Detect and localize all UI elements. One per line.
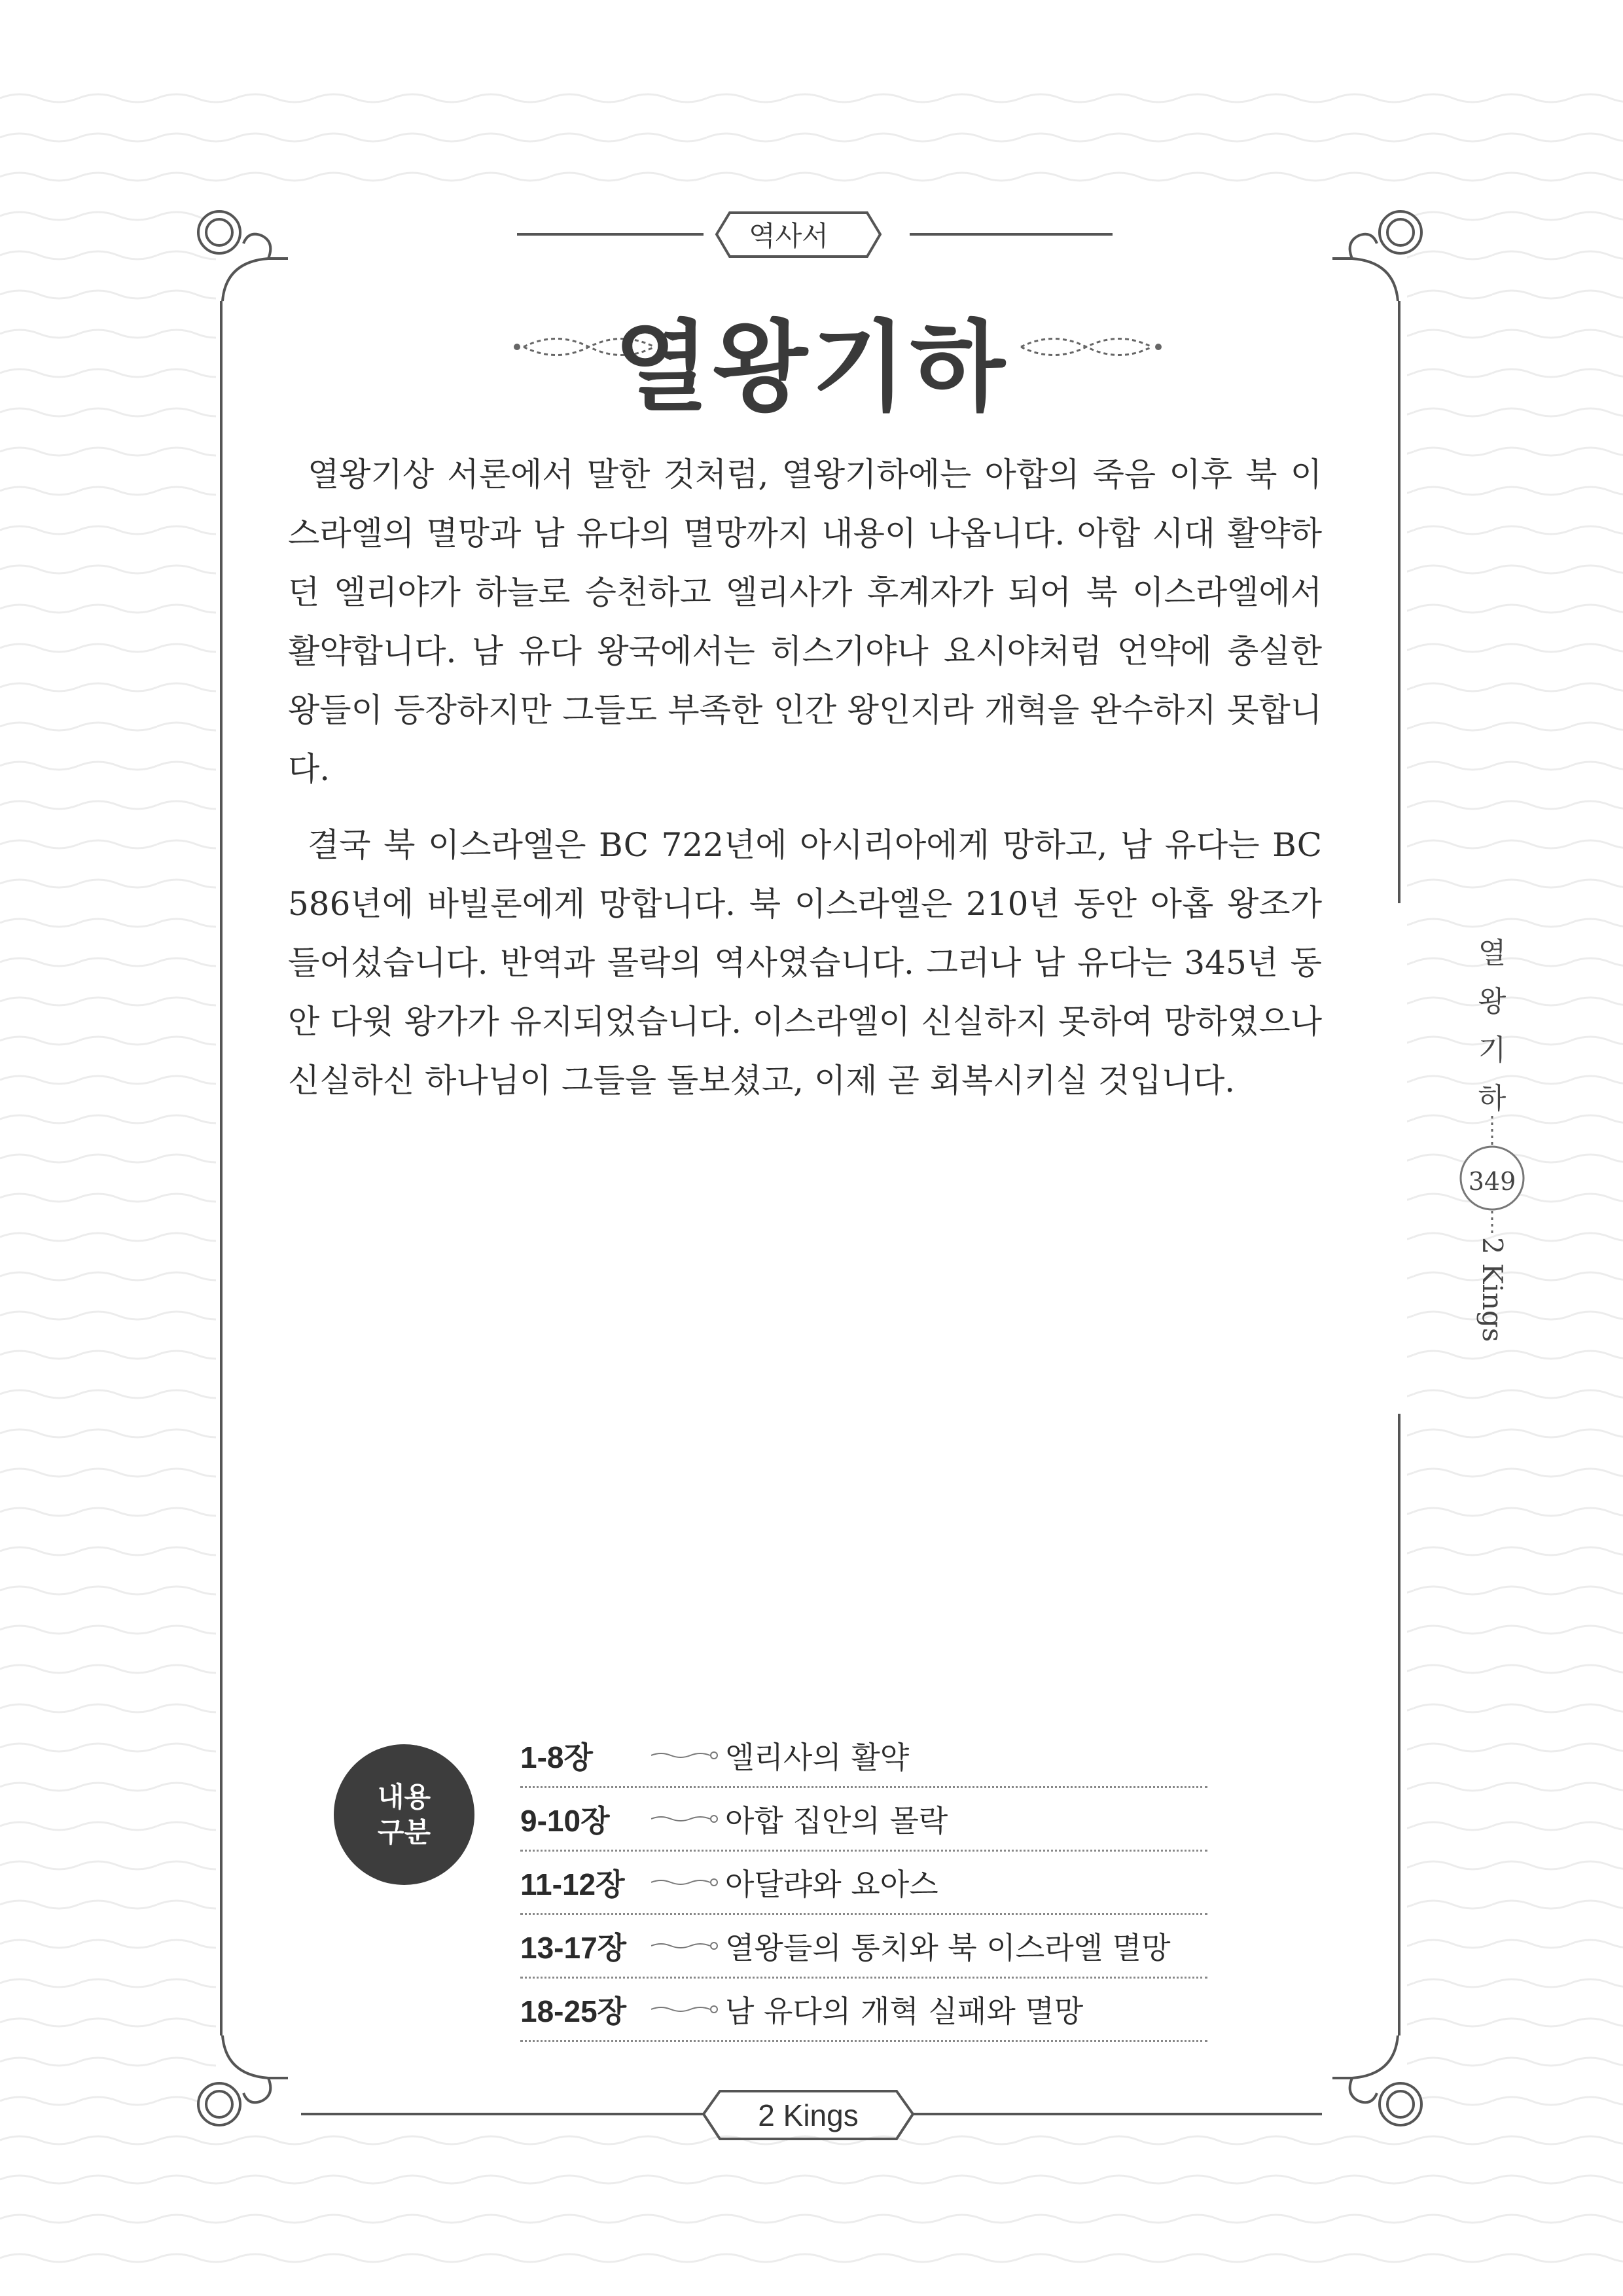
chapter-range: 9-10장 bbox=[520, 1804, 610, 1838]
side-title-char: 하 bbox=[1478, 1082, 1507, 1115]
chapter-description: 아달랴와 요아스 bbox=[725, 1867, 938, 1902]
intro-text bbox=[288, 445, 1322, 1127]
page-number: 349 bbox=[1468, 1167, 1516, 1196]
category-label: 역사서 bbox=[749, 220, 829, 252]
list-item bbox=[520, 1852, 1207, 1915]
chapter-description: 아합 집안의 몰락 bbox=[725, 1803, 948, 1839]
footer-english-title: 2 Kings bbox=[758, 2098, 859, 2132]
page-title: 열왕기하 bbox=[614, 311, 1009, 425]
connector-icon bbox=[651, 1939, 720, 1952]
chapter-range: 1-8장 bbox=[520, 1740, 593, 1774]
chapter-description: 남 유다의 개혁 실패와 멸망 bbox=[725, 1994, 1084, 2029]
intro-paragraph-1: 열왕기상 서론에서 말한 것처럼, 열왕기하에는 아합의 죽음 이후 북 이스라엘의 멸망과 남 유다의 멸망까지 내용이 나옵니다. 아합 시대 활약하던 엘리야가 하늘로 승천하고 엘리사가 후계자가 되어 북 이스라엘에서 활약합니다. 남 유다 왕국에서는 히스기야나 요시야처럼 언약에 충실한 왕들이 등장하지만 그들도 부족한 인간 왕인지라 개혁을 완수하지 못합니다. bbox=[288, 456, 1322, 788]
list-item bbox=[520, 1979, 1207, 2042]
list-item bbox=[520, 1725, 1207, 1788]
chapter-range: 18-25장 bbox=[520, 1994, 627, 2028]
side-title-char: 기 bbox=[1478, 1033, 1507, 1067]
connector-icon bbox=[651, 1749, 720, 1762]
connector-icon bbox=[651, 1876, 720, 1889]
side-title bbox=[1433, 929, 1551, 1123]
chapter-description: 엘리사의 활약 bbox=[725, 1740, 910, 1775]
list-item bbox=[520, 1915, 1207, 1979]
list-item bbox=[520, 1788, 1207, 1852]
chapter-range: 11-12장 bbox=[520, 1867, 625, 1901]
side-english-title: 2 Kings bbox=[1476, 1237, 1508, 1342]
badge-line: 구분 bbox=[377, 1816, 431, 1848]
connector-icon bbox=[651, 2003, 720, 2016]
badge-line: 내용 bbox=[377, 1780, 431, 1813]
intro-paragraph-2: 결국 북 이스라엘은 BC 722년에 아시리아에게 망하고, 남 유다는 BC 586년에 바빌론에게 망합니다. 북 이스라엘은 210년 동안 아홉 왕조가 들어섰습니다. 반역과 몰락의 역사였습니다. 그러나 남 유다는 345년 동안 다윗 왕가가 유지되었습니다. 이스라엘이 신실하지 못하여 망하였으나 신실하신 하나님이 그들을 돌보셨고, 이제 곧 회복시키실 것입니다. bbox=[288, 826, 1322, 1100]
chapter-range: 13-17장 bbox=[520, 1931, 627, 1965]
connector-icon bbox=[651, 1812, 720, 1825]
side-title-char: 왕 bbox=[1478, 985, 1507, 1018]
side-tab bbox=[1433, 929, 1551, 1388]
content-division-list bbox=[520, 1725, 1207, 2042]
content-division-badge bbox=[334, 1744, 474, 1885]
side-title-char: 열 bbox=[1478, 937, 1507, 970]
chapter-description: 열왕들의 통치와 북 이스라엘 멸망 bbox=[725, 1930, 1171, 1965]
